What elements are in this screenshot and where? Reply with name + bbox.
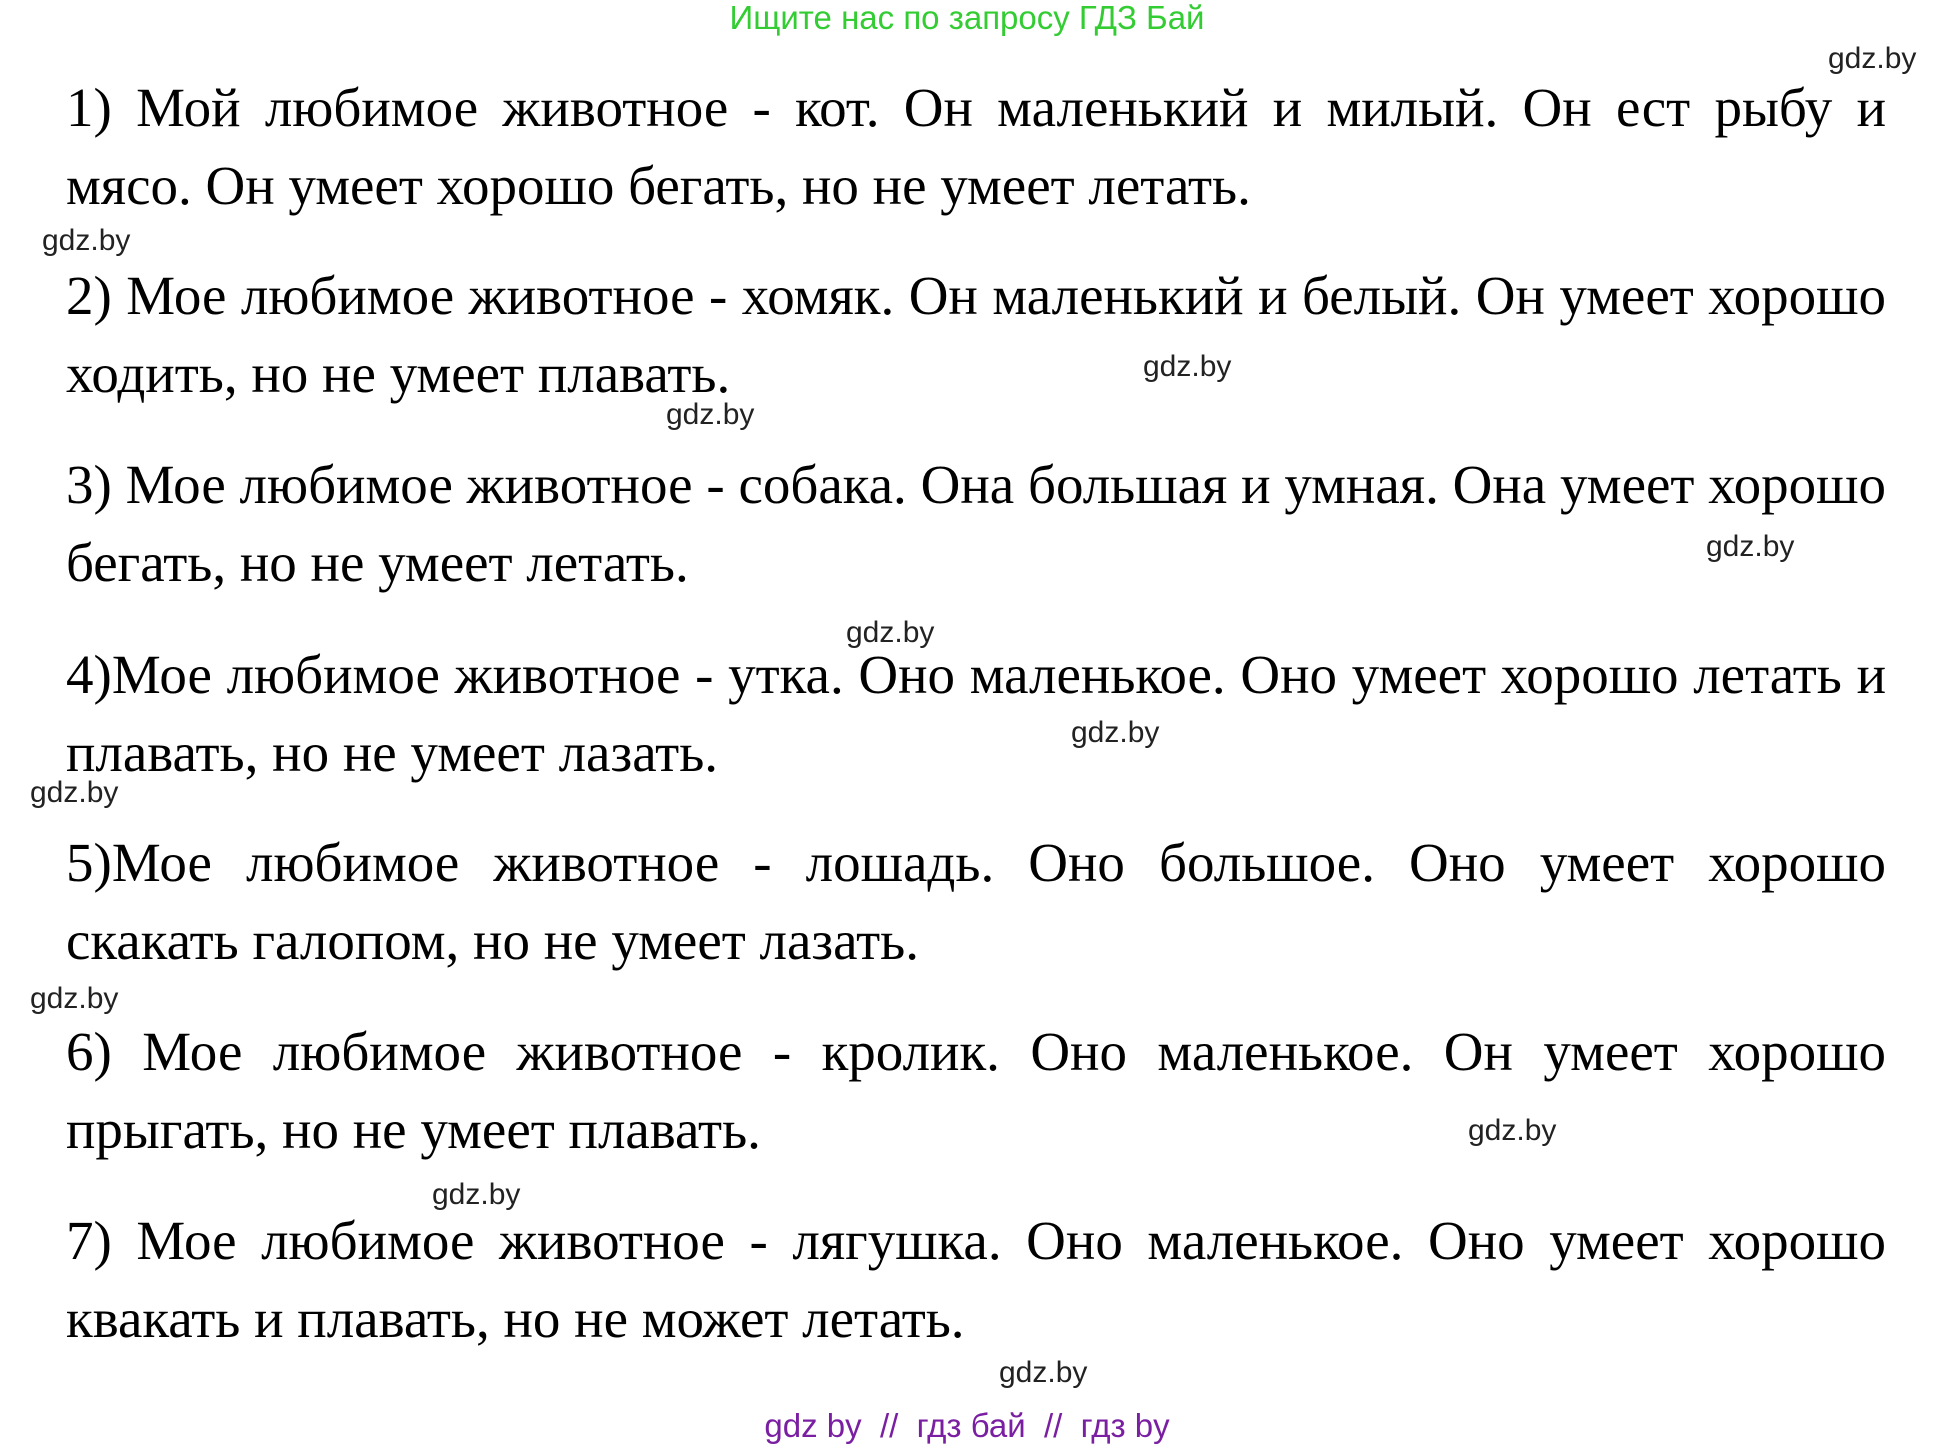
watermark: gdz.by xyxy=(666,398,755,431)
watermark: gdz.by xyxy=(846,616,935,649)
watermark: gdz.by xyxy=(1706,530,1795,563)
watermark: gdz.by xyxy=(1071,716,1160,749)
answer-2: 2) Мое любимое животное - хомяк. Он маленький и белый. Он умеет хорошо ходить, но не умеет плавать. xyxy=(66,265,1886,404)
answer-4: 4)Мое любимое животное - утка. Оно маленькое. Оно умеет хорошо летать и плавать, но не умеет лазать. xyxy=(66,644,1886,783)
watermark: gdz.by xyxy=(1468,1114,1557,1147)
banner-text: Ищите нас по запросу ГДЗ Бай xyxy=(729,0,1205,36)
answer-7: 7) Мое любимое животное - лягушка. Оно маленькое. Оно умеет хорошо квакать и плавать, но не может летать. xyxy=(66,1210,1886,1349)
watermark: gdz.by xyxy=(999,1356,1088,1389)
watermark: gdz.by xyxy=(432,1178,521,1211)
answer-1: 1) Мой любимое животное - кот. Он маленький и милый. Он ест рыбу и мясо. Он умеет хорошо бегать, но не умеет летать. xyxy=(66,77,1886,216)
answer-3: 3) Мое любимое животное - собака. Она большая и умная. Она умеет хорошо бегать, но не умеет летать. xyxy=(66,454,1886,593)
answer-5: 5)Мое любимое животное - лошадь. Оно большое. Оно умеет хорошо скакать галопом, но не умеет лазать. xyxy=(66,832,1886,971)
watermark: gdz.by xyxy=(30,982,119,1015)
watermark: gdz.by xyxy=(1828,42,1917,75)
footer-links: gdz by // гдз бай // гдз by xyxy=(764,1407,1170,1444)
watermark: gdz.by xyxy=(30,776,119,809)
answer-6: 6) Мое любимое животное - кролик. Оно маленькое. Он умеет хорошо прыгать, но не умеет плавать. xyxy=(66,1021,1886,1160)
watermark: gdz.by xyxy=(1143,350,1232,383)
watermark: gdz.by xyxy=(42,224,131,257)
